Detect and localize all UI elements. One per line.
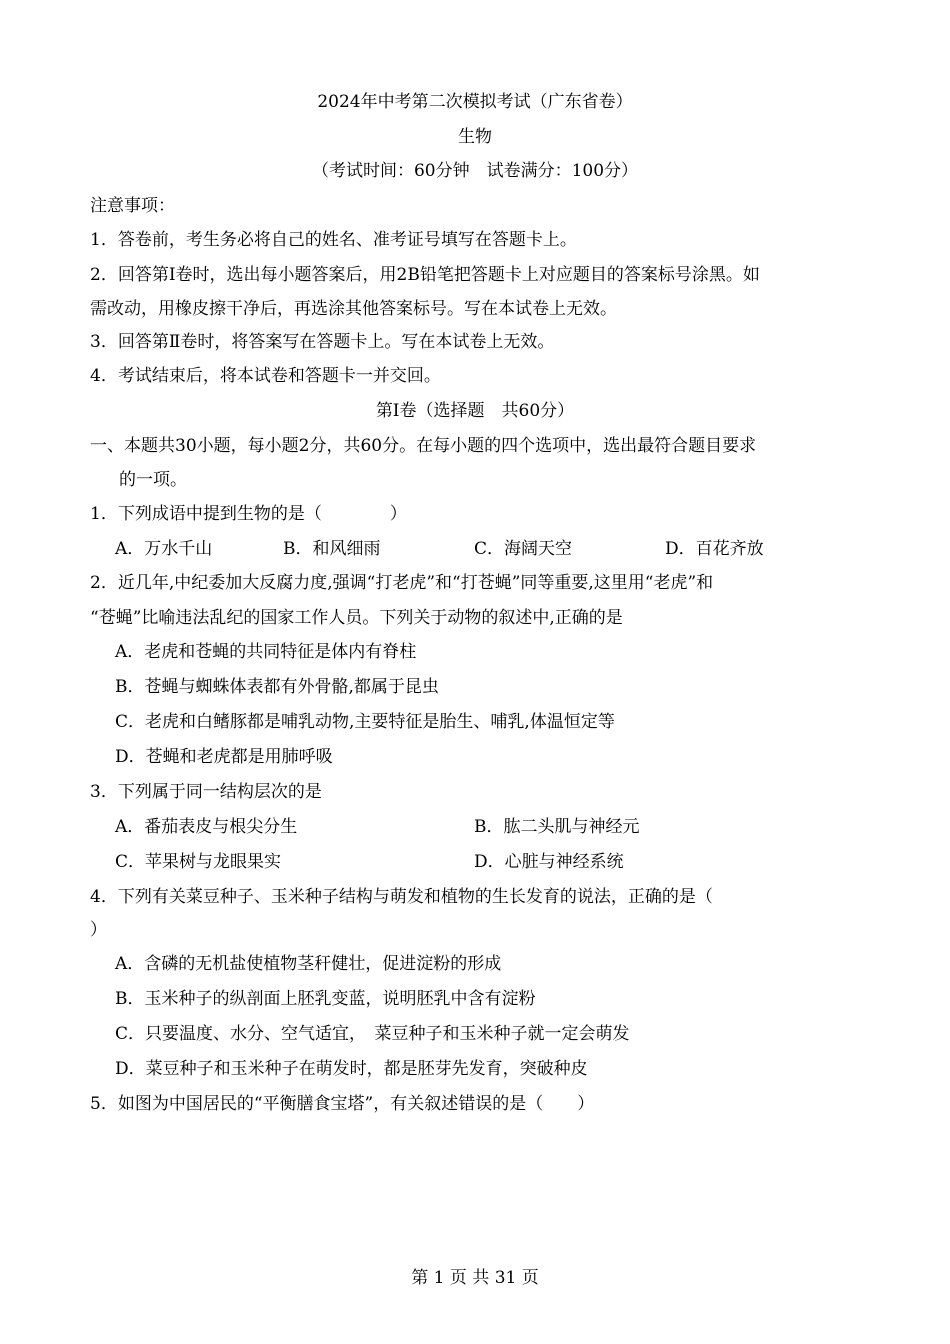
note-item-2-cont: 需改动，用橡皮擦干净后，再选涂其他答案标号。写在本试卷上无效。 (90, 299, 617, 319)
question-4-option-b: B．玉米种子的纵剖面上胚乳变蓝，说明胚乳中含有淀粉 (115, 989, 536, 1009)
question-4-stem: 4．下列有关菜豆种子、玉米种子结构与萌发和植物的生长发育的说法，正确的是（ (90, 887, 713, 907)
page-number: 第 1 页 共 31 页 (411, 1268, 539, 1288)
question-4-stem-cont: ） (90, 920, 107, 940)
note-item-2: 2．回答第Ⅰ卷时，选出每小题答案后，用2B铅笔把答题卡上对应题目的答案标号涂黑。如 (90, 265, 760, 285)
question-2-option-d: D．苍蝇和老虎都是用肺呼吸 (115, 747, 333, 767)
section-intro: 一、本题共30小题，每小题2分，共60分。在每小题的四个选项中，选出最符合题目要求 (90, 436, 757, 456)
question-3-option-a: A．番茄表皮与根尖分生 (115, 817, 298, 837)
question-2-stem-cont: “苍蝇”比喻违法乱纪的国家工作人员。下列关于动物的叙述中,正确的是 (90, 608, 623, 628)
question-4-option-c: C．只要温度、水分、空气适宜， 菜豆种子和玉米种子就一定会萌发 (115, 1024, 630, 1044)
question-2-option-b: B．苍蝇与蜘蛛体表都有外骨骼,都属于昆虫 (115, 677, 439, 697)
question-1-stem: 1．下列成语中提到生物的是（ ） (90, 504, 407, 524)
question-3-option-d: D．心脏与神经系统 (474, 852, 624, 872)
question-2-option-c: C．老虎和白鳍豚都是哺乳动物,主要特征是胎生、哺乳,体温恒定等 (115, 712, 615, 732)
question-1-option-a: A．万水千山 (115, 539, 213, 559)
subject-title: 生物 (458, 127, 492, 147)
note-item-3: 3．回答第Ⅱ卷时，将答案写在答题卡上。写在本试卷上无效。 (90, 332, 555, 352)
question-1-option-b: B．和风细雨 (283, 539, 381, 559)
question-3-option-c: C．苹果树与龙眼果实 (115, 852, 282, 872)
question-4-option-a: A．含磷的无机盐使植物茎秆健壮，促进淀粉的形成 (115, 954, 502, 974)
note-item-4: 4．考试结束后，将本试卷和答题卡一并交回。 (90, 366, 441, 386)
question-4-option-d: D．菜豆种子和玉米种子在萌发时，都是胚芽先发育，突破种皮 (115, 1059, 588, 1079)
section-intro-cont: 的一项。 (119, 470, 187, 490)
notes-heading: 注意事项： (90, 196, 175, 216)
question-2-option-a: A．老虎和苍蝇的共同特征是体内有脊柱 (115, 642, 417, 662)
question-1-option-c: C．海阔天空 (474, 539, 573, 559)
note-item-1: 1．答卷前，考生务必将自己的姓名、准考证号填写在答题卡上。 (90, 230, 577, 250)
question-5-stem: 5．如图为中国居民的“平衡膳食宝塔”，有关叙述错误的是（ ） (90, 1094, 595, 1114)
section-title: 第Ⅰ卷（选择题 共60分） (375, 401, 575, 421)
question-2-stem: 2．近几年,中纪委加大反腐力度,强调“打老虎”和“打苍蝇”同等重要,这里用“老虎”和 (90, 573, 714, 593)
question-3-stem: 3．下列属于同一结构层次的是 (90, 782, 322, 802)
question-1-option-d: D．百花齐放 (665, 539, 764, 559)
question-3-option-b: B．肱二头肌与神经元 (474, 817, 640, 837)
exam-title: 2024年中考第二次模拟考试（广东省卷） (317, 92, 633, 112)
exam-info: （考试时间：60分钟 试卷满分：100分） (311, 161, 639, 181)
